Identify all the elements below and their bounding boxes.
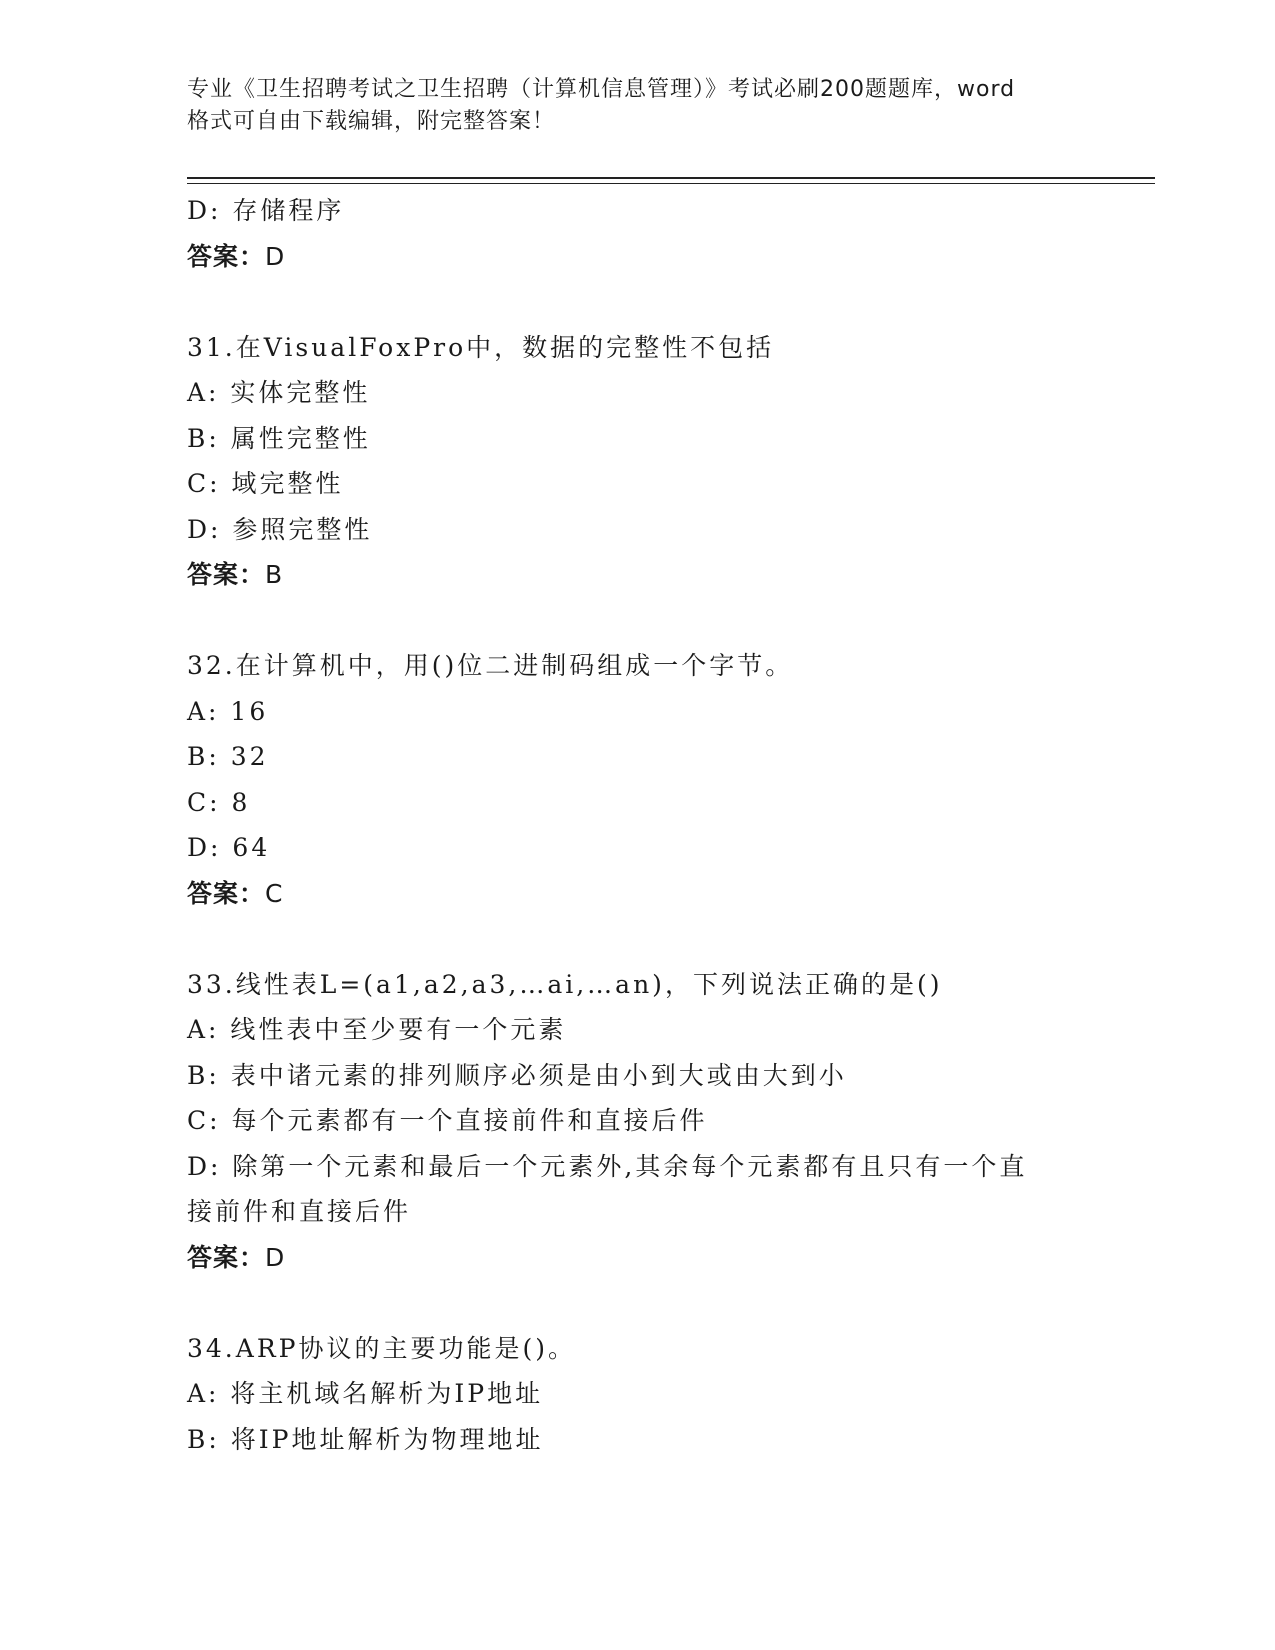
question-32	[187, 643, 1107, 916]
option-d: D: 参照完整性	[187, 514, 373, 544]
answer-value: D	[265, 1242, 286, 1272]
answer-label: 答案：	[187, 1242, 266, 1272]
question-stem: 34.ARP协议的主要功能是()。	[187, 1333, 576, 1363]
answer-line	[187, 1235, 1107, 1281]
answer-value: D	[265, 241, 286, 271]
question-31	[187, 325, 1107, 598]
spacer	[187, 279, 1107, 325]
question-stem: 33.线性表L=(a1,a2,a3,…ai,…an)，下列说法正确的是()	[187, 969, 943, 999]
document-header	[187, 74, 1087, 138]
answer-line	[187, 552, 1107, 598]
question-stem: 31.在VisualFoxPro中，数据的完整性不包括	[187, 332, 775, 362]
question-stem: 32.在计算机中，用()位二进制码组成一个字节。	[187, 651, 794, 680]
option-b: B: 将IP地址解析为物理地址	[187, 1424, 544, 1454]
question-list	[187, 188, 1107, 1462]
option-b: B: 表中诸元素的排列顺序必须是由小到大或由大到小	[187, 1060, 847, 1090]
option-d-continuation: 接前件和直接后件	[187, 1197, 412, 1226]
option-d: D: 64	[187, 833, 271, 862]
answer-label: 答案：	[187, 560, 266, 589]
option-c: C: 8	[187, 787, 251, 817]
option-b: B: 属性完整性	[187, 423, 371, 453]
header-divider	[187, 177, 1155, 184]
option-a: A: 线性表中至少要有一个元素	[187, 1015, 567, 1044]
answer-value: B	[265, 560, 284, 589]
spacer	[187, 598, 1107, 644]
option-c: C: 每个元素都有一个直接前件和直接后件	[187, 1106, 708, 1135]
previous-question-tail	[187, 188, 1107, 279]
option-a: A: 实体完整性	[187, 378, 371, 407]
spacer	[187, 916, 1107, 962]
option-d: D: 除第一个元素和最后一个元素外,其余每个元素都有且只有一个直	[187, 1151, 1028, 1181]
option-a: A: 将主机域名解析为IP地址	[187, 1379, 544, 1408]
option-a: A: 16	[187, 696, 269, 726]
option-d: D: 存储程序	[187, 196, 345, 225]
header-line-1: 专业《卫生招聘考试之卫生招聘（计算机信息管理）》考试必刷200题题库，word	[187, 77, 1016, 102]
option-b: B: 32	[187, 742, 269, 771]
question-33	[187, 962, 1107, 1281]
option-c: C: 域完整性	[187, 469, 344, 498]
answer-label: 答案：	[187, 241, 266, 271]
answer-line	[187, 871, 1107, 917]
header-line-2: 格式可自由下载编辑，附完整答案！	[187, 109, 556, 134]
question-34	[187, 1326, 1107, 1463]
spacer	[187, 1280, 1107, 1326]
answer-value: C	[265, 878, 284, 908]
answer-label: 答案：	[187, 878, 266, 908]
answer-line	[187, 234, 1107, 280]
